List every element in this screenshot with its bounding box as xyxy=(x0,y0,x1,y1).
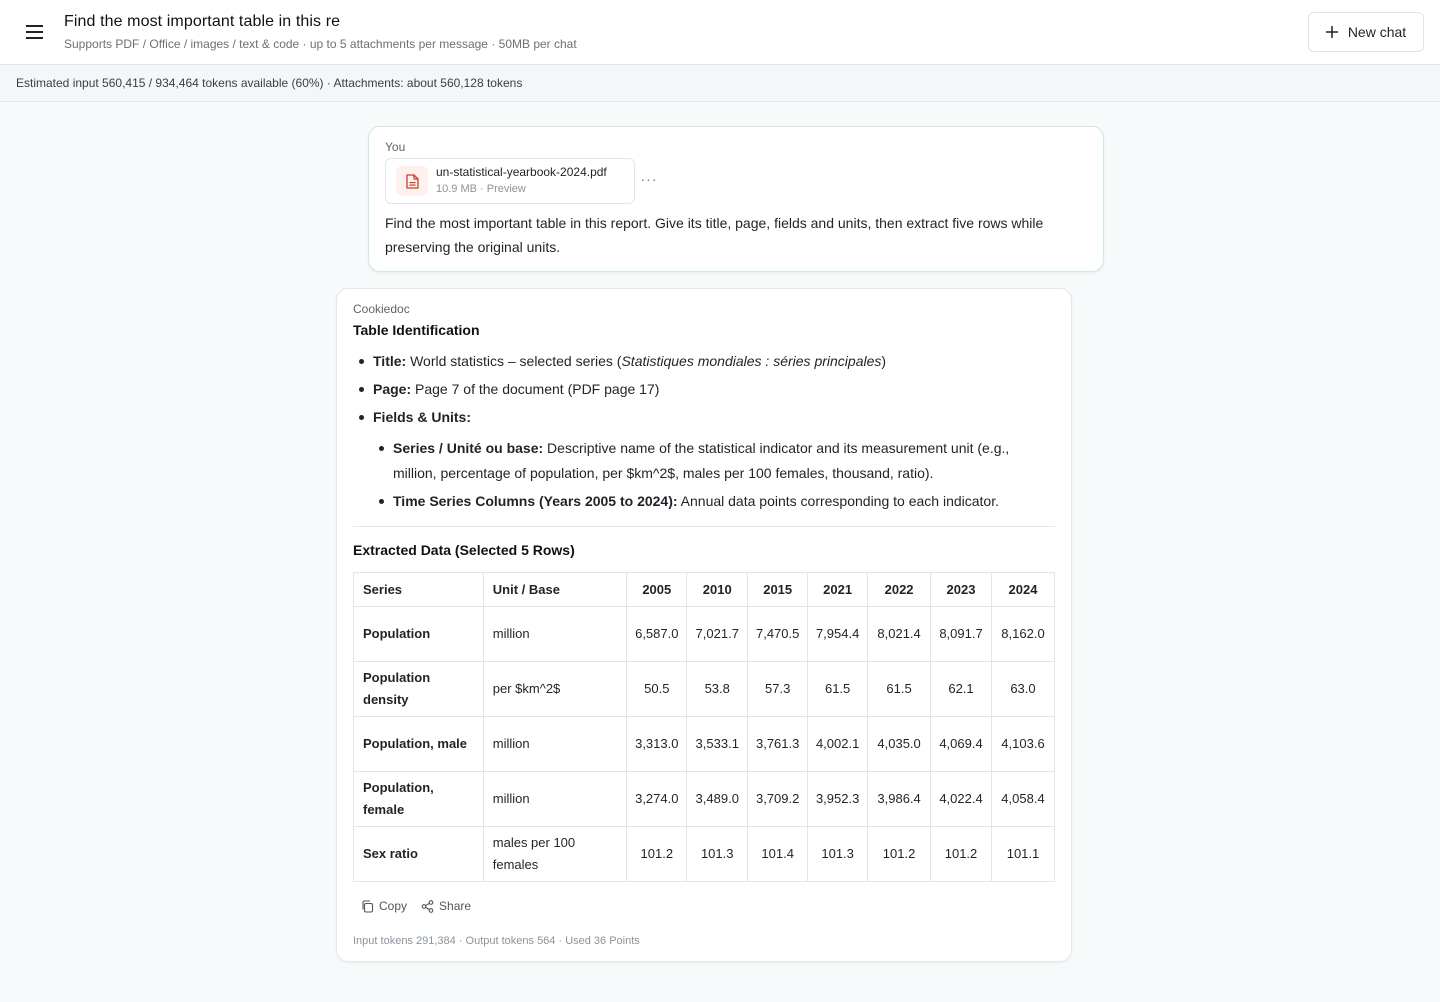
page-value: Page 7 of the document (PDF page 17) xyxy=(411,381,660,397)
table-cell: 8,021.4 xyxy=(868,607,931,662)
table-cell: 101.4 xyxy=(748,827,808,882)
copy-button[interactable] xyxy=(361,899,407,913)
table-cell: 4,022.4 xyxy=(931,772,992,827)
page-bullet xyxy=(373,377,1053,401)
user-message xyxy=(368,126,1104,272)
new-chat-button[interactable] xyxy=(1308,12,1424,52)
series-label: Series / Unité ou base: xyxy=(393,440,544,456)
divider xyxy=(353,526,1055,527)
fields-bullet xyxy=(373,405,1053,429)
table-cell: 6,587.0 xyxy=(627,607,687,662)
table-cell: 4,058.4 xyxy=(991,772,1054,827)
title-value-pre: World statistics – selected series ( xyxy=(406,353,622,369)
table-cell: Population xyxy=(354,607,484,662)
table-cell: 4,069.4 xyxy=(931,717,992,772)
table-cell: 3,952.3 xyxy=(808,772,868,827)
timeseries-value: Annual data points corresponding to each indicator. xyxy=(677,493,999,509)
user-message-text: Find the most important table in this report. Give its title, page, fields and units, then extract five rows while preserving the original units. xyxy=(385,215,1044,255)
column-header: 2021 xyxy=(808,573,868,607)
table-cell: 4,035.0 xyxy=(868,717,931,772)
series-value: Descriptive name of the statistical indicator and its measurement unit (e.g., million, percentage of population, per $km^2$, males per 100 females, thousand, ratio). xyxy=(393,440,1010,481)
table-row xyxy=(354,827,1055,882)
timeseries-label: Time Series Columns (Years 2005 to 2024): xyxy=(393,493,678,509)
table-cell: Population, male xyxy=(354,717,484,772)
timeseries-bullet xyxy=(393,489,1063,513)
table-cell: 57.3 xyxy=(748,662,808,717)
table-cell: Population, female xyxy=(354,772,484,827)
column-header: 2015 xyxy=(748,573,808,607)
copy-label: Copy xyxy=(379,899,408,913)
column-header: 2005 xyxy=(627,573,687,607)
new-chat-label: New chat xyxy=(1347,24,1407,40)
table-cell: 62.1 xyxy=(931,662,992,717)
column-header: Unit / Base xyxy=(483,573,627,607)
table-cell: 3,533.1 xyxy=(687,717,748,772)
table-header-row xyxy=(354,573,1055,607)
table-cell: 53.8 xyxy=(687,662,748,717)
hamburger-icon xyxy=(26,25,43,39)
table-cell: 101.2 xyxy=(627,827,687,882)
share-label: Share xyxy=(439,899,472,913)
table-cell: 8,091.7 xyxy=(931,607,992,662)
table-cell: 3,761.3 xyxy=(748,717,808,772)
table-cell: 8,162.0 xyxy=(991,607,1054,662)
column-header: 2024 xyxy=(991,573,1054,607)
table-identification-heading: Table Identification xyxy=(353,322,480,338)
share-button[interactable] xyxy=(421,899,471,913)
table-cell: 61.5 xyxy=(868,662,931,717)
table-cell: million xyxy=(483,772,627,827)
table-cell: Population density xyxy=(354,662,484,717)
table-cell: 3,313.0 xyxy=(627,717,687,772)
message-actions xyxy=(361,899,471,913)
menu-button[interactable] xyxy=(18,16,50,48)
table-cell: 101.2 xyxy=(931,827,992,882)
extracted-data-heading: Extracted Data (Selected 5 Rows) xyxy=(353,542,575,558)
attachment-meta: 10.9 MB · Preview xyxy=(436,183,526,195)
table-cell: 3,489.0 xyxy=(687,772,748,827)
usage-stats: Input tokens 291,384 · Output tokens 564 · Used 36 Points xyxy=(353,935,640,947)
chat-title: Find the most important table in this re xyxy=(64,13,341,30)
top-bar xyxy=(0,0,1440,65)
assistant-role-label: Cookiedoc xyxy=(353,302,410,316)
table-row xyxy=(354,662,1055,717)
column-header: 2023 xyxy=(931,573,992,607)
table-cell: Sex ratio xyxy=(354,827,484,882)
table-cell: 3,709.2 xyxy=(748,772,808,827)
user-role-label: You xyxy=(385,140,406,154)
table-cell: 7,021.7 xyxy=(687,607,748,662)
table-cell: 7,470.5 xyxy=(748,607,808,662)
plus-icon xyxy=(1326,26,1338,38)
table-cell: 63.0 xyxy=(991,662,1054,717)
chat-subtitle: Supports PDF / Office / images / text & code · up to 5 attachments per message · 50MB per chat xyxy=(64,37,577,51)
title-value-post: ) xyxy=(881,353,887,369)
table-cell: 101.2 xyxy=(868,827,931,882)
table-cell: males per 100 females xyxy=(483,827,627,882)
token-usage-bar: Estimated input 560,415 / 934,464 tokens available (60%) · Attachments: about 560,128 tokens xyxy=(0,65,1440,102)
extracted-data-table xyxy=(353,572,1055,882)
attachment-name: un-statistical-yearbook-2024.pdf xyxy=(436,165,607,179)
share-icon xyxy=(421,900,434,913)
title-bullet xyxy=(373,349,1053,373)
column-header: 2022 xyxy=(868,573,931,607)
series-bullet xyxy=(393,436,1043,486)
table-cell: 50.5 xyxy=(627,662,687,717)
page-label: Page: xyxy=(373,381,412,397)
copy-icon xyxy=(361,900,374,913)
table-row xyxy=(354,717,1055,772)
table-cell: 3,274.0 xyxy=(627,772,687,827)
table-cell: per $km^2$ xyxy=(483,662,627,717)
table-cell: 3,986.4 xyxy=(868,772,931,827)
table-cell: 7,954.4 xyxy=(808,607,868,662)
table-row xyxy=(354,607,1055,662)
table-cell: 61.5 xyxy=(808,662,868,717)
table-cell: 101.3 xyxy=(808,827,868,882)
title-label: Title: xyxy=(373,353,407,369)
fields-label: Fields & Units: xyxy=(373,409,472,425)
table-cell: 101.1 xyxy=(991,827,1054,882)
table-row xyxy=(354,772,1055,827)
table-cell: 4,002.1 xyxy=(808,717,868,772)
table-cell: 4,103.6 xyxy=(991,717,1054,772)
pdf-file-icon xyxy=(396,166,428,196)
column-header: Series xyxy=(354,573,484,607)
table-cell: million xyxy=(483,717,627,772)
assistant-message xyxy=(336,288,1072,962)
table-cell: 101.3 xyxy=(687,827,748,882)
attachment-chip[interactable] xyxy=(385,158,635,204)
column-header: 2010 xyxy=(687,573,748,607)
title-value-italic: Statistiques mondiales : séries principales xyxy=(621,353,882,369)
table-cell: million xyxy=(483,607,627,662)
more-options-button[interactable]: ··· xyxy=(640,171,658,187)
